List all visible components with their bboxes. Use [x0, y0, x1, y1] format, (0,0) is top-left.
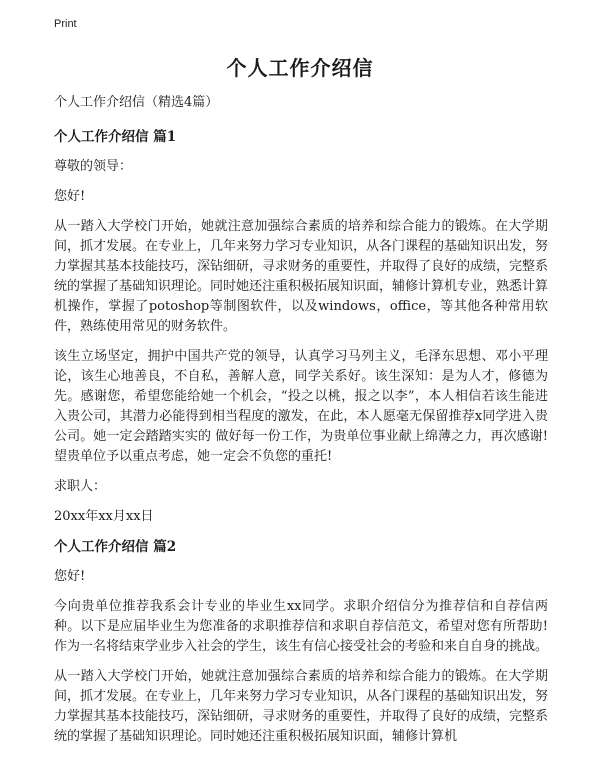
document-title: 个人工作介绍信 — [226, 56, 374, 80]
body-paragraph: 该生立场坚定，拥护中国共产党的领导，认真学习马列主义，毛泽东思想、邓小平理论，该生心地善良，不自私，善解人意，同学关系好。该生深知：是为人才，修德为先。感谢您，希望您能给她一个机会，“投之以桃，报之以李”，本人相信若该生能进入贵公司，其潜力必能得到相当程度的激发，在此，本人愿毫无保留推荐x同学进入贵公司。她一定会踏踏实实的 做好每一份工作，为贵单位事业献上绵薄之力，再次感谢!望贵单位予以重点考虑，她一定会不负您的重托! — [54, 349, 548, 464]
signature-label: 求职人： — [54, 479, 107, 494]
date-line: 20xx年xx月xx日 — [54, 509, 154, 524]
print-link[interactable]: Print — [54, 18, 77, 30]
body-paragraph: 从一踏入大学校门开始，她就注意加强综合素质的培养和综合能力的锻炼。在大学期间，抓才发展。在专业上，几年来努力学习专业知识，从各门课程的基础知识出发，努力掌握其基本技能技巧，深钻细研，寻求财务的重要性，并取得了良好的成绩，完整系统的掌握了基础知识理论。同时她还注重积极拓展知识面，辅修计算机 — [54, 669, 549, 744]
section-heading: 个人工作介绍信 篇2 — [54, 539, 177, 555]
section-2 — [54, 537, 548, 747]
body-paragraph: 今向贵单位推荐我系会计专业的毕业生xx同学。求职介绍信分为推荐信和自荐信两种。以下是应届毕业生为您准备的求职推荐信和求职自荐信范文，希望对您有所帮助!作为一名将结束学业步入社会的学生，该生有信心接受社会的考验和来自自身的挑战。 — [54, 599, 549, 654]
salutation: 尊敬的领导： — [54, 159, 133, 174]
body-paragraph: 从一踏入大学校门开始，她就注意加强综合素质的培养和综合能力的锻炼。在大学期间，抓才发展。在专业上，几年来努力学习专业知识，从各门课程的基础知识出发，努力掌握其基本技能技巧，深钻细研，寻求财务的重要性，并取得了良好的成绩，完整系统的掌握了基础知识理论。同时她还注重积极拓展知识面，辅修计算机专业，熟悉计算机操作，掌握了potoshop等制图软件，以及windows，office，等其他各种常用软件，熟练使用常见的财务软件。 — [54, 219, 549, 334]
section-heading: 个人工作介绍信 篇1 — [54, 129, 177, 145]
document-body — [54, 93, 548, 757]
section-1 — [54, 127, 548, 527]
document-subtitle: 个人工作介绍信（精选4篇） — [54, 95, 219, 110]
greeting: 您好! — [54, 189, 86, 204]
greeting: 您好! — [54, 569, 86, 584]
